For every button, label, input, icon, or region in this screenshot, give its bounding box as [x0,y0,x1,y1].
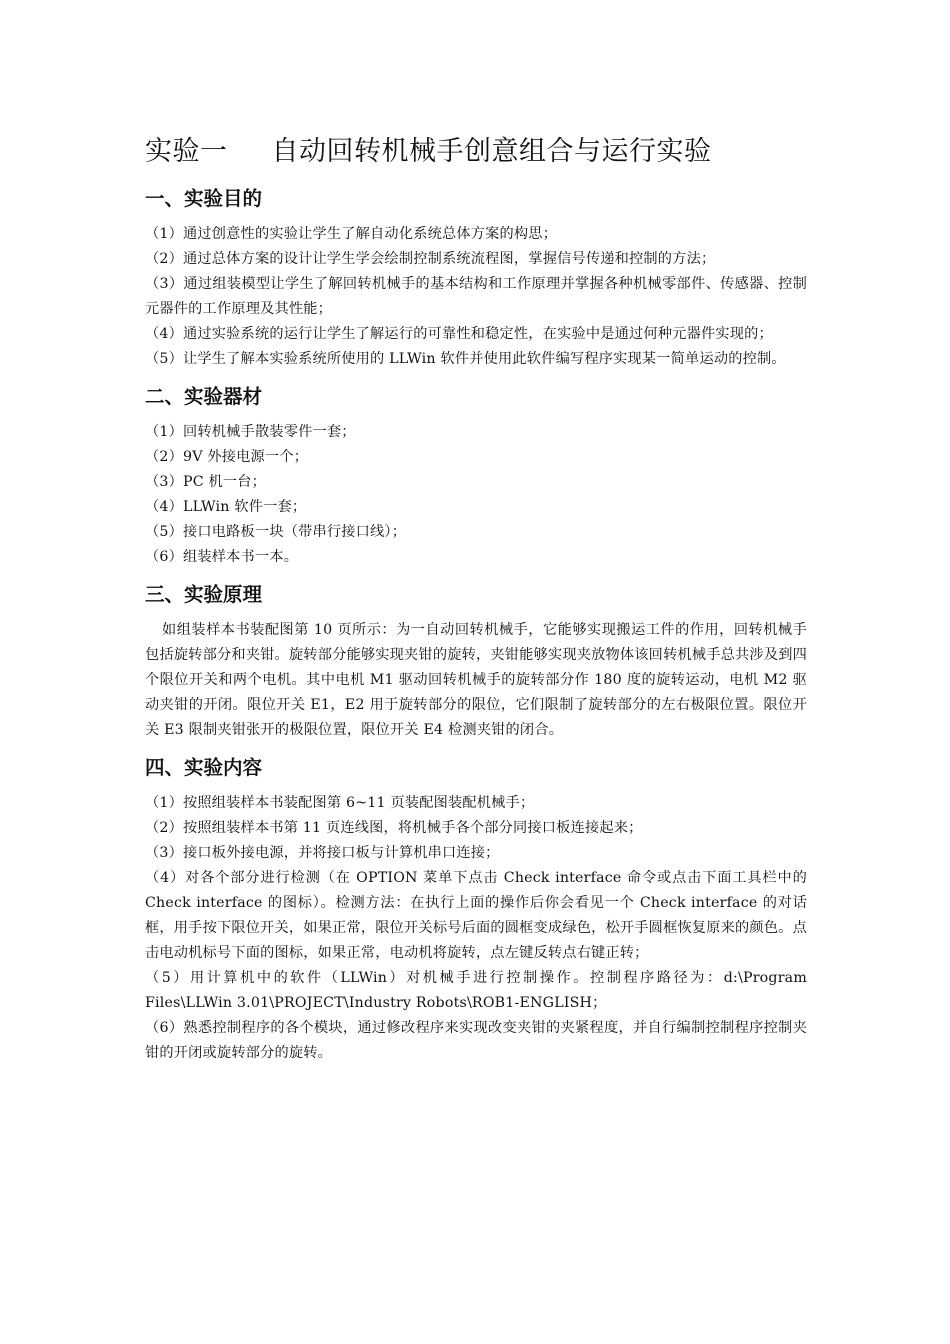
content-list [145,791,807,1066]
list-item: （5）让学生了解本实验系统所使用的 LLWin 软件并使用此软件编写程序实现某一简单运动的控制。 [145,351,786,367]
section-heading: 一、实验目的 [145,187,263,210]
page-title [145,132,807,172]
list-item: （3）PC 机一台； [145,474,267,490]
list-item: （5）接口电路板一块（带串行接口线）； [145,524,407,540]
list-item: （2）通过总体方案的设计让学生学会绘制控制系统流程图，掌握信号传递和控制的方法； [145,251,716,267]
list-item: （6）熟悉控制程序的各个模块，通过修改程序来实现改变夹钳的夹紧程度，并自行编制控制程序控制夹钳的开闭或旋转部分的旋转。 [145,1020,807,1061]
title-number: 实验一 [145,136,228,167]
section-heading: 二、实验器材 [145,385,263,408]
document-body [145,132,807,1076]
list-item: （3）通过组装模型让学生了解回转机械手的基本结构和工作原理并掌握各种机械零部件、传感器、控制元器件的工作原理及其性能； [145,276,807,317]
list-item: （4）对各个部分进行检测（在 OPTION 菜单下点击 Check interface 命令或点击下面工具栏中的 Check interface 的图标）。检测方法：在执行上面的操作后你会看见一个 Check interface 的对话框，用手按下限位开关，如果正常，限位开关标号后面的圆框变成绿色，松开手圆框恢复原来的颜色。点击电动机标号下面的图标，如果正常，电动机将旋转，点左键反转点右键正转； [145,870,807,961]
list-item: （1）回转机械手散装零件一套； [145,424,356,440]
list-item: （2）按照组装样本书第 11 页连线图，将机械手各个部分同接口板连接起来； [145,820,643,836]
equipment-list [145,420,807,570]
list-item: （2）9V 外接电源一个； [145,449,309,465]
principle-paragraph: 如组装样本书装配图第 10 页所示：为一自动回转机械手，它能够实现搬运工件的作用，回转机械手包括旋转部分和夹钳。旋转部分能够实现夹钳的旋转，夹钳能够实现夹放物体该回转机械手总共涉及到四个限位开关和两个电机。其中电机 M1 驱动回转机械手的旋转部分作 180 度的旋转运动，电机 M2 驱动夹钳的开闭。限位开关 E1，E2 用于旋转部分的限位，它们限制了旋转部分的左右极限位置。限位开关 E3 限制夹钳张开的极限位置，限位开关 E4 检测夹钳的闭合。 [145,622,807,738]
title-text: 自动回转机械手创意组合与运行实验 [271,136,712,167]
section-heading: 三、实验原理 [145,583,263,606]
section-purpose [145,184,807,372]
section-principle [145,580,807,743]
purpose-list [145,222,807,372]
list-item: （5）用计算机中的软件（LLWin）对机械手进行控制操作。控制程序路径为：d:\Program Files\LLWin 3.01\PROJECT\Industry Robots\ROB1-ENGLISH； [145,970,807,1011]
list-item: （3）接口板外接电源，并将接口板与计算机串口连接； [145,845,500,861]
list-item: （4）LLWin 软件一套； [145,499,307,515]
section-content [145,753,807,1066]
list-item: （1）通过创意性的实验让学生了解自动化系统总体方案的构思； [145,226,558,242]
list-item: （1）按照组装样本书装配图第 6~11 页装配图装配机械手； [145,795,535,811]
section-equipment [145,382,807,570]
list-item: （6）组装样本书一本。 [145,549,299,565]
list-item: （4）通过实验系统的运行让学生了解运行的可靠性和稳定性，在实验中是通过何种元器件实现的； [145,326,773,342]
section-heading: 四、实验内容 [145,756,263,779]
